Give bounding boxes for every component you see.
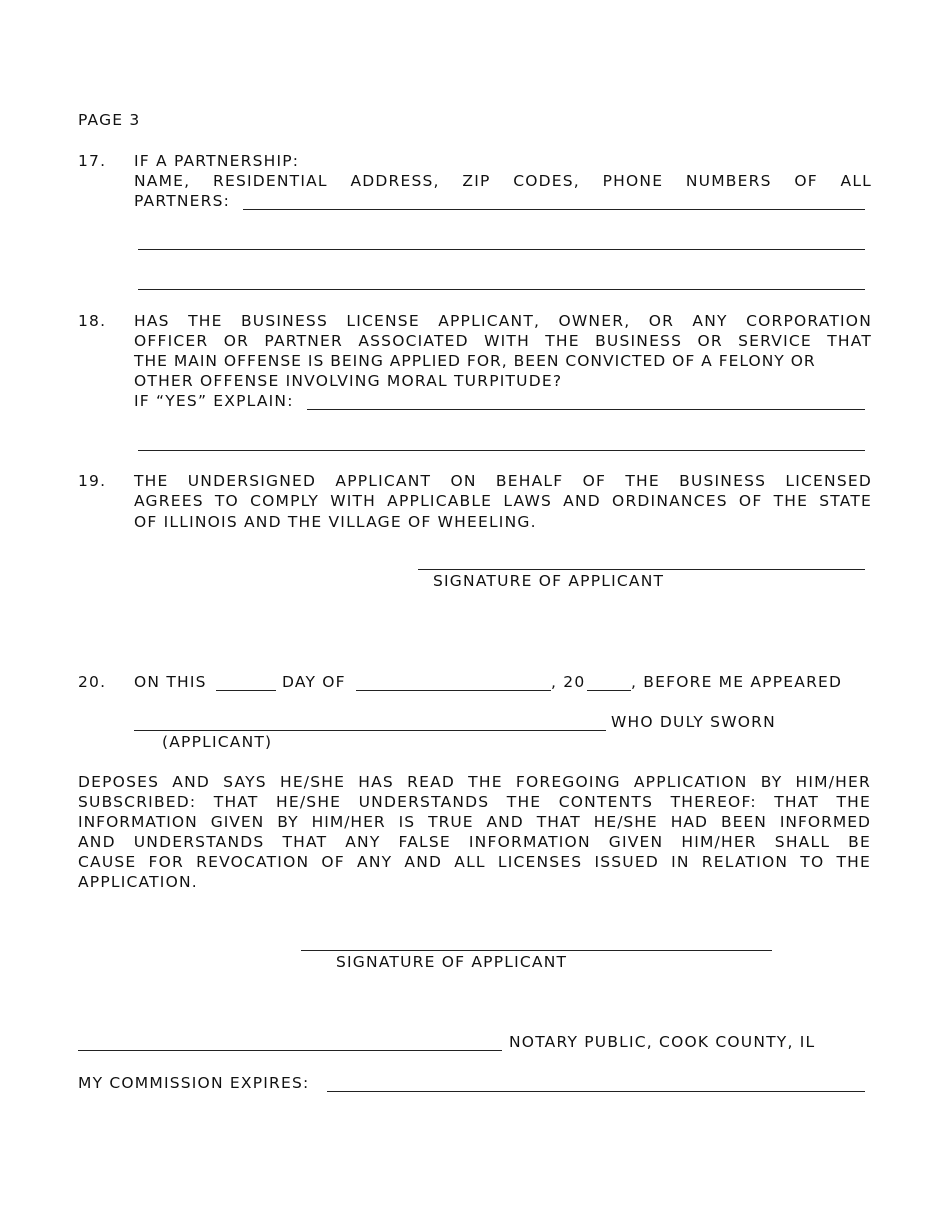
- on-this-label: ON THIS: [134, 673, 207, 691]
- explain-input-line-2[interactable]: [138, 450, 865, 451]
- explain-label: IF “YES” EXPLAIN:: [134, 392, 294, 410]
- item-19-text-line-3: OF ILLINOIS AND THE VILLAGE OF WHEELING.: [134, 513, 537, 531]
- item-18-text-line-1: HAS THE BUSINESS LICENSE APPLICANT, OWNER, OR ANY CORPORATION: [134, 312, 872, 330]
- signature-label-2: SIGNATURE OF APPLICANT: [336, 953, 568, 971]
- page-number: PAGE 3: [78, 111, 141, 129]
- item-17-heading: IF A PARTNERSHIP:: [134, 152, 300, 170]
- oath-line-3: INFORMATION GIVEN BY HIM/HER IS TRUE AND THAT HE/SHE HAD BEEN INFORMED: [78, 813, 871, 831]
- oath-line-5: CAUSE FOR REVOCATION OF ANY AND ALL LICENSES ISSUED IN RELATION TO THE: [78, 853, 871, 871]
- day-input-line[interactable]: [216, 690, 276, 691]
- item-19-text-line-2: AGREES TO COMPLY WITH APPLICABLE LAWS AND ORDINANCES OF THE STATE: [134, 492, 872, 510]
- item-17-number: 17.: [78, 152, 107, 170]
- item-18-text-line-4: OTHER OFFENSE INVOLVING MORAL TURPITUDE?: [134, 372, 563, 390]
- partners-label: PARTNERS:: [134, 192, 231, 210]
- year-input-line[interactable]: [587, 690, 631, 691]
- month-input-line[interactable]: [356, 690, 551, 691]
- before-me-label: , BEFORE ME APPEARED: [631, 673, 843, 691]
- item-18-text-line-3: THE MAIN OFFENSE IS BEING APPLIED FOR, BEEN CONVICTED OF A FELONY OR: [134, 352, 816, 370]
- item-17-text: NAME, RESIDENTIAL ADDRESS, ZIP CODES, PHONE NUMBERS OF ALL: [134, 172, 872, 190]
- explain-input-line-1[interactable]: [307, 409, 865, 410]
- partners-input-line-1[interactable]: [243, 209, 865, 210]
- signature-line-2[interactable]: [301, 950, 772, 951]
- item-19-number: 19.: [78, 472, 107, 490]
- item-20-number: 20.: [78, 673, 107, 691]
- oath-line-4: AND UNDERSTANDS THAT ANY FALSE INFORMATION GIVEN HIM/HER SHALL BE: [78, 833, 871, 851]
- partners-input-line-2[interactable]: [138, 249, 865, 250]
- who-duly-sworn-label: WHO DULY SWORN: [611, 713, 776, 731]
- notary-label: NOTARY PUBLIC, COOK COUNTY, IL: [509, 1033, 816, 1051]
- year-prefix-label: , 20: [551, 673, 586, 691]
- signature-label-1: SIGNATURE OF APPLICANT: [433, 572, 665, 590]
- commission-expires-label: MY COMMISSION EXPIRES:: [78, 1074, 310, 1092]
- item-18-number: 18.: [78, 312, 107, 330]
- day-of-label: DAY OF: [282, 673, 346, 691]
- notary-signature-line[interactable]: [78, 1050, 502, 1051]
- commission-expires-line[interactable]: [327, 1091, 865, 1092]
- oath-line-6: APPLICATION.: [78, 873, 198, 891]
- oath-line-1: DEPOSES AND SAYS HE/SHE HAS READ THE FOREGOING APPLICATION BY HIM/HER: [78, 773, 871, 791]
- applicant-caption: (APPLICANT): [162, 733, 273, 751]
- applicant-name-line[interactable]: [134, 730, 606, 731]
- oath-line-2: SUBSCRIBED: THAT HE/SHE UNDERSTANDS THE CONTENTS THEREOF: THAT THE: [78, 793, 871, 811]
- item-18-text-line-2: OFFICER OR PARTNER ASSOCIATED WITH THE BUSINESS OR SERVICE THAT: [134, 332, 872, 350]
- item-19-text-line-1: THE UNDERSIGNED APPLICANT ON BEHALF OF THE BUSINESS LICENSED: [134, 472, 872, 490]
- signature-line-1[interactable]: [418, 569, 865, 570]
- partners-input-line-3[interactable]: [138, 289, 865, 290]
